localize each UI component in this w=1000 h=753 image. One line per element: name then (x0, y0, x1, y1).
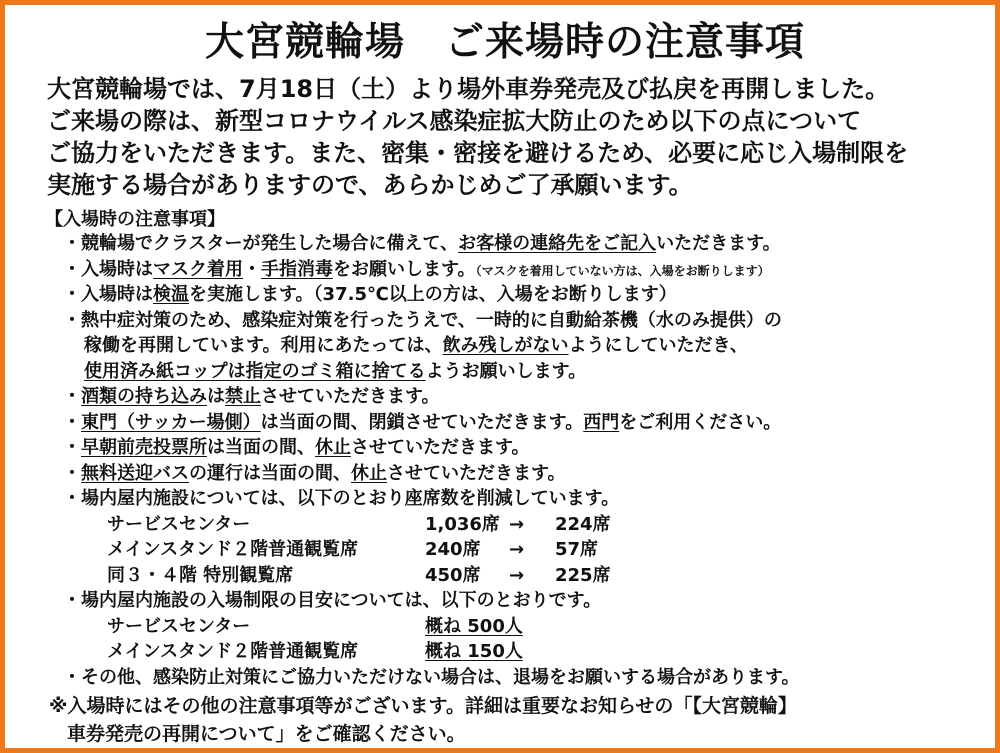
intro-line: ご来場の際は、新型コロナウイルス感染症拡大防止のため以下の点について (47, 107, 862, 135)
notice-tea-machine (63, 308, 993, 334)
seat-before: 1,036席 (425, 513, 500, 535)
notice-temperature (63, 282, 993, 308)
seat-after: 224席 (555, 513, 611, 535)
emphasis-text: 西門 (583, 411, 620, 433)
seat-facility: サービスセンター (107, 513, 251, 535)
seat-after: 225席 (555, 564, 611, 586)
notice-entry-limits: ・場内屋内施設の入場制限の目安については、以下のとおりです。 (63, 590, 602, 611)
seat-before: 450席 (425, 564, 481, 586)
text: ・競輪場でクラスターが発生した場合に備えて、 (63, 233, 459, 254)
emphasis-text: 酒類の持ち込み (81, 386, 207, 407)
intro-line: 実施する場合がありますので、あらかじめご了承願います。 (47, 171, 693, 199)
seat-row (63, 563, 993, 589)
page-title: 大宮競輪場 ご来場時の注意事項 (204, 20, 805, 65)
text: は当面の間、閉鎖させていただきます。 (260, 411, 584, 433)
arrow-icon: → (509, 513, 525, 535)
text: ・入場時は (63, 284, 153, 305)
text: は (207, 386, 225, 407)
seat-before: 240席 (425, 539, 481, 560)
emphasis-text: 使用済み紙コップは指定のゴミ箱に捨てる (84, 360, 426, 382)
notice-tea-machine-cont (63, 333, 993, 359)
seat-row (63, 537, 993, 563)
text: ・入場時は (63, 258, 153, 280)
text: をお願いします。 (333, 258, 476, 280)
footer-line: 車券発売の再開について」をご確認ください。 (67, 723, 466, 745)
text: ようにしていただき、 (568, 335, 748, 356)
intro-line: 大宮競輪場では、7月18日（土）より場外車券発売及び払戻を再開しました。 (47, 75, 890, 103)
notice-other: ・その他、感染防止対策にご協力いただけない場合は、退場をお願いする場合があります。 (63, 666, 800, 688)
notice-east-gate (63, 410, 993, 436)
section-heading: 【入場時の注意事項】 (45, 209, 225, 230)
text: を実施します。（37.5℃以上の方は、入場をお断りします） (189, 284, 677, 305)
emphasis-text: 早朝前売投票所 (81, 437, 207, 458)
notice-seat-reduction: ・場内屋内施設については、以下のとおり座席数を削減しています。 (63, 488, 620, 509)
seat-facility: 同３・４階 特別観覧席 (107, 564, 294, 586)
emphasis-text: お客様の連絡先をご記入 (458, 233, 657, 254)
emphasis-text: 無料送迎バス (81, 462, 189, 484)
limit-facility: サービスセンター (107, 615, 251, 637)
text: ・ (243, 258, 261, 280)
note-text: （マスクを着用していない方は、入場をお断りします） (475, 263, 770, 278)
seat-row (63, 512, 993, 538)
text: ・ (63, 411, 81, 433)
seat-facility: メインスタンド２階普通観覧席 (107, 539, 359, 560)
emphasis-text: マスク着用 (153, 258, 243, 280)
emphasis-text: 検温 (153, 284, 189, 305)
text: させていただきます。 (261, 386, 440, 407)
emphasis-text: 禁止 (225, 386, 261, 407)
notice-list (63, 231, 993, 690)
text: ようお願いします。 (425, 360, 587, 382)
text: ・ (63, 386, 81, 407)
limit-value: 概ね 150人 (425, 641, 523, 662)
text: させていただきます。 (387, 462, 566, 484)
notice-early-office (63, 435, 993, 461)
notice-tea-machine-cont (63, 359, 993, 385)
text: させていただきます。 (351, 437, 530, 458)
limit-row (63, 639, 993, 665)
emphasis-text: 休止 (351, 462, 387, 484)
arrow-icon: → (509, 564, 525, 586)
emphasis-text: 東門（サッカー場側） (81, 411, 261, 433)
arrow-icon: → (509, 539, 525, 560)
text: いただきます。 (656, 233, 781, 254)
emphasis-text: 休止 (315, 437, 351, 458)
text: は当面の間、 (207, 437, 315, 458)
text: ・熱中症対策のため、感染症対策を行ったうえで、一時的に自動給茶機（水のみ提供）の (63, 309, 782, 331)
text: ・ (63, 462, 81, 484)
text: の運行は当面の間、 (189, 462, 351, 484)
limit-value: 概ね 500人 (425, 615, 523, 637)
footer-note (49, 692, 797, 748)
footer-line: ※入場時にはその他の注意事項等がございます。詳細は重要なお知らせの「【大宮競輪】 (49, 695, 797, 717)
emphasis-text: 飲み残しがない (442, 335, 569, 356)
limit-row (63, 614, 993, 640)
limit-facility: メインスタンド２階普通観覧席 (107, 641, 359, 662)
text: をご利用ください。 (619, 411, 782, 433)
text: 稼働を再開しています。利用にあたっては、 (84, 335, 443, 356)
notice-free-bus (63, 461, 993, 487)
seat-after: 57席 (555, 539, 599, 560)
intro-line: ご協力をいただきます。また、密集・密接を避けるため、必要に応じ入場制限を (47, 139, 909, 167)
notice-contact-info (63, 231, 993, 257)
intro-paragraph (47, 73, 987, 201)
text: ・ (63, 437, 81, 458)
notice-alcohol (63, 384, 993, 410)
emphasis-text: 手指消毒 (261, 258, 333, 280)
notice-mask (63, 257, 993, 283)
